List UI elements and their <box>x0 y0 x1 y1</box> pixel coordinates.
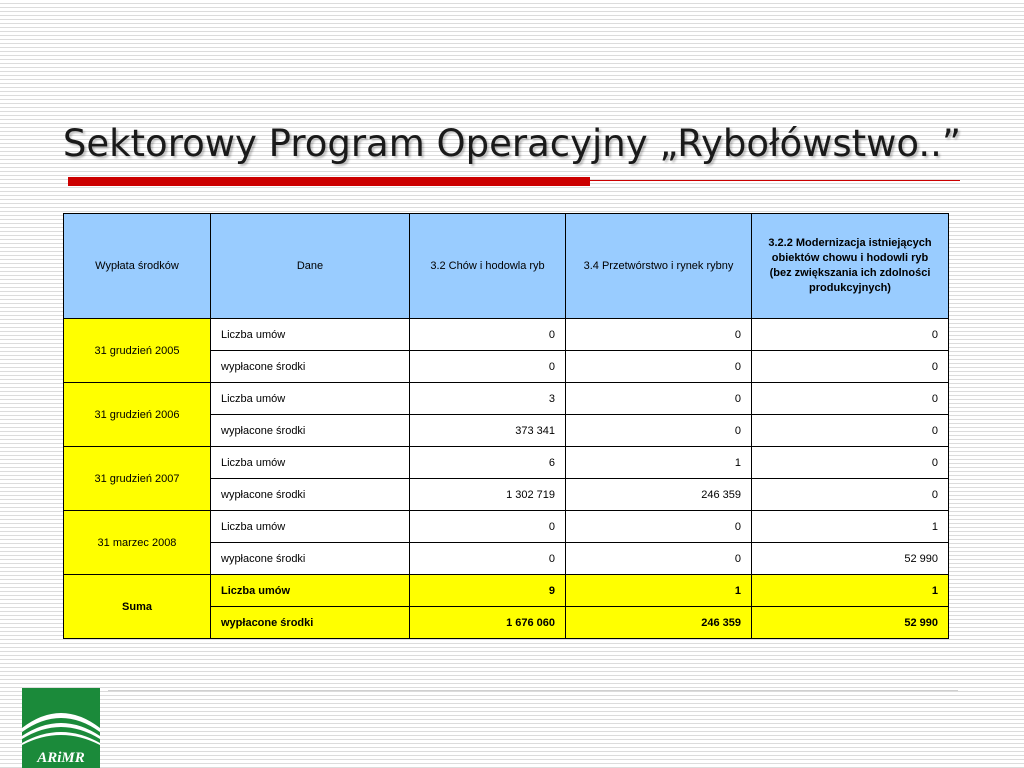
arimr-logo <box>22 688 100 768</box>
value-cell: 373 341 <box>410 415 566 447</box>
value-cell: 0 <box>566 383 752 415</box>
sum-cell: Suma <box>64 575 211 639</box>
date-cell: 31 marzec 2008 <box>64 511 211 575</box>
table-row <box>64 383 949 415</box>
arimr-logo-graphic <box>22 688 100 768</box>
value-cell: 0 <box>410 511 566 543</box>
value-cell: 246 359 <box>566 607 752 639</box>
value-cell: 3 <box>410 383 566 415</box>
value-cell: 0 <box>752 319 949 351</box>
value-cell: 1 302 719 <box>410 479 566 511</box>
value-cell: 1 <box>752 575 949 607</box>
header-payout: Wypłata środków <box>64 214 211 319</box>
row-label: Liczba umów <box>211 319 410 351</box>
row-label: wypłacone środki <box>211 415 410 447</box>
slide-title: Sektorowy Program Operacyjny „Rybołówstwo..” <box>62 122 962 165</box>
value-cell: 0 <box>566 511 752 543</box>
value-cell: 1 676 060 <box>410 607 566 639</box>
header-measure-3-4: 3.4 Przetwórstwo i rynek rybny <box>566 214 752 319</box>
value-cell: 9 <box>410 575 566 607</box>
row-label: Liczba umów <box>211 511 410 543</box>
value-cell: 0 <box>410 543 566 575</box>
date-cell: 31 grudzień 2006 <box>64 383 211 447</box>
value-cell: 0 <box>566 543 752 575</box>
footer-divider <box>108 690 958 691</box>
value-cell: 0 <box>566 319 752 351</box>
header-measure-3-2-2: 3.2.2 Modernizacja istniejących obiektów chowu i hodowli ryb (bez zwiększania ich zdolności produkcyjnych) <box>752 214 949 319</box>
title-underline-line <box>590 180 960 181</box>
value-cell: 1 <box>752 511 949 543</box>
table-row <box>64 511 949 543</box>
table-row <box>64 319 949 351</box>
value-cell: 0 <box>752 415 949 447</box>
logo-text: ARiMR <box>37 750 85 766</box>
value-cell: 0 <box>566 351 752 383</box>
value-cell: 1 <box>566 447 752 479</box>
table-row <box>64 447 949 479</box>
payments-table <box>63 213 949 639</box>
row-label: Liczba umów <box>211 383 410 415</box>
row-label: wypłacone środki <box>211 351 410 383</box>
row-label: Liczba umów <box>211 575 410 607</box>
value-cell: 0 <box>752 383 949 415</box>
row-label: wypłacone środki <box>211 607 410 639</box>
value-cell: 1 <box>566 575 752 607</box>
date-cell: 31 grudzień 2007 <box>64 447 211 511</box>
value-cell: 0 <box>752 447 949 479</box>
value-cell: 0 <box>410 351 566 383</box>
date-cell: 31 grudzień 2005 <box>64 319 211 383</box>
value-cell: 0 <box>752 351 949 383</box>
value-cell: 52 990 <box>752 607 949 639</box>
table-row <box>64 575 949 607</box>
header-measure-3-2: 3.2 Chów i hodowla ryb <box>410 214 566 319</box>
value-cell: 6 <box>410 447 566 479</box>
title-underline-bar <box>68 177 590 186</box>
value-cell: 0 <box>566 415 752 447</box>
value-cell: 0 <box>752 479 949 511</box>
value-cell: 0 <box>410 319 566 351</box>
header-data: Dane <box>211 214 410 319</box>
value-cell: 52 990 <box>752 543 949 575</box>
value-cell: 246 359 <box>566 479 752 511</box>
row-label: wypłacone środki <box>211 543 410 575</box>
row-label: Liczba umów <box>211 447 410 479</box>
table-header-row <box>64 214 949 319</box>
row-label: wypłacone środki <box>211 479 410 511</box>
